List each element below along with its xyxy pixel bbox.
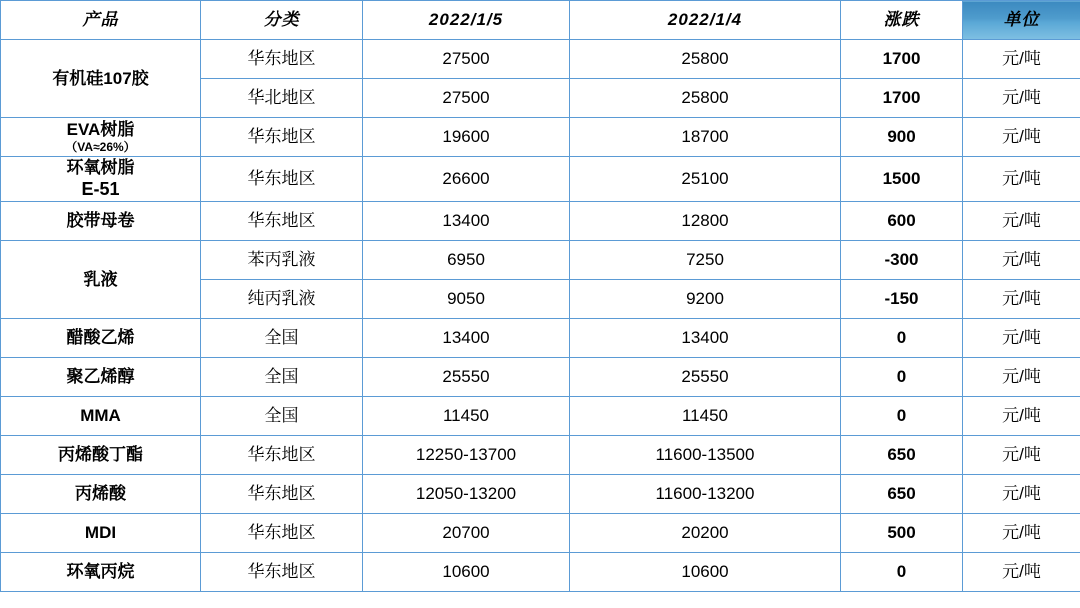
product-cell [1, 357, 201, 396]
change-cell: 650 [841, 435, 963, 474]
product-name: MMA [80, 406, 121, 426]
product-subtitle: E-51 [81, 179, 120, 200]
table-row [1, 513, 1080, 552]
product-name: 丙烯酸 [75, 484, 126, 504]
table-row [1, 552, 1080, 591]
price-current-cell: 19600 [363, 118, 570, 157]
unit-cell: 元/吨 [963, 474, 1080, 513]
change-cell: 1700 [841, 79, 963, 118]
change-cell: 1500 [841, 157, 963, 202]
product-cell [1, 318, 201, 357]
product-name: 乳液 [83, 269, 118, 289]
price-previous-cell: 11600-13200 [570, 474, 841, 513]
price-current-cell: 13400 [363, 201, 570, 240]
category-cell: 华东地区 [201, 513, 363, 552]
table-row [1, 474, 1080, 513]
change-cell: 1700 [841, 40, 963, 79]
table-row [1, 240, 1080, 279]
product-cell [1, 157, 201, 202]
product-cell [1, 201, 201, 240]
change-cell: 0 [841, 357, 963, 396]
price-previous-cell: 25100 [570, 157, 841, 202]
header-unit: 单位 [963, 1, 1080, 40]
price-previous-cell: 11600-13500 [570, 435, 841, 474]
table-row [1, 318, 1080, 357]
price-previous-cell: 12800 [570, 201, 841, 240]
table-row [1, 357, 1080, 396]
unit-cell: 元/吨 [963, 318, 1080, 357]
price-previous-cell: 9200 [570, 279, 841, 318]
category-cell: 华东地区 [201, 157, 363, 202]
price-current-cell: 25550 [363, 357, 570, 396]
change-cell: -300 [841, 240, 963, 279]
product-name: 丙烯酸丁酯 [58, 445, 143, 465]
price-previous-cell: 10600 [570, 552, 841, 591]
product-name: MDI [84, 523, 117, 543]
price-current-cell: 20700 [363, 513, 570, 552]
product-name: 环氧丙烷 [66, 562, 135, 582]
change-cell: 650 [841, 474, 963, 513]
unit-cell: 元/吨 [963, 157, 1080, 202]
product-cell [1, 396, 201, 435]
product-cell [1, 474, 201, 513]
price-current-cell: 11450 [363, 396, 570, 435]
unit-cell: 元/吨 [963, 435, 1080, 474]
table-body [1, 40, 1080, 592]
category-cell: 华北地区 [201, 79, 363, 118]
unit-cell: 元/吨 [963, 40, 1080, 79]
category-cell: 华东地区 [201, 474, 363, 513]
table-header [1, 1, 1080, 40]
header-category: 分类 [201, 1, 363, 40]
change-cell: 900 [841, 118, 963, 157]
price-previous-cell: 11450 [570, 396, 841, 435]
category-cell: 纯丙乳液 [201, 279, 363, 318]
product-cell [1, 40, 201, 118]
table-row [1, 118, 1080, 157]
table-row [1, 201, 1080, 240]
table-row [1, 157, 1080, 202]
price-previous-cell: 7250 [570, 240, 841, 279]
category-cell: 全国 [201, 318, 363, 357]
category-cell: 华东地区 [201, 118, 363, 157]
category-cell: 华东地区 [201, 552, 363, 591]
price-current-cell: 13400 [363, 318, 570, 357]
category-cell: 华东地区 [201, 435, 363, 474]
change-cell: 500 [841, 513, 963, 552]
price-previous-cell: 18700 [570, 118, 841, 157]
table-row [1, 435, 1080, 474]
table-header-row [1, 1, 1080, 40]
category-cell: 华东地区 [201, 40, 363, 79]
product-name: 胶带母卷 [66, 211, 135, 231]
product-name: 醋酸乙烯 [66, 328, 135, 348]
unit-cell: 元/吨 [963, 279, 1080, 318]
change-cell: 0 [841, 396, 963, 435]
price-current-cell: 9050 [363, 279, 570, 318]
unit-cell: 元/吨 [963, 240, 1080, 279]
change-cell: 600 [841, 201, 963, 240]
category-cell: 全国 [201, 357, 363, 396]
table-row [1, 40, 1080, 79]
price-previous-cell: 13400 [570, 318, 841, 357]
unit-cell: 元/吨 [963, 552, 1080, 591]
header-date-previous: 2022/1/4 [570, 1, 841, 40]
price-previous-cell: 20200 [570, 513, 841, 552]
unit-cell: 元/吨 [963, 396, 1080, 435]
category-cell: 全国 [201, 396, 363, 435]
header-change: 涨跌 [841, 1, 963, 40]
product-name: 环氧树脂 [66, 158, 135, 177]
price-current-cell: 10600 [363, 552, 570, 591]
product-cell [1, 435, 201, 474]
unit-cell: 元/吨 [963, 79, 1080, 118]
price-current-cell: 12250-13700 [363, 435, 570, 474]
category-cell: 华东地区 [201, 201, 363, 240]
change-cell: -150 [841, 279, 963, 318]
price-current-cell: 27500 [363, 79, 570, 118]
price-previous-cell: 25800 [570, 79, 841, 118]
change-cell: 0 [841, 552, 963, 591]
product-name: 聚乙烯醇 [66, 367, 135, 387]
product-cell [1, 118, 201, 157]
table-row [1, 396, 1080, 435]
unit-cell: 元/吨 [963, 513, 1080, 552]
product-subtitle: （VA≈26%） [65, 140, 136, 155]
unit-cell: 元/吨 [963, 118, 1080, 157]
change-cell: 0 [841, 318, 963, 357]
price-current-cell: 6950 [363, 240, 570, 279]
product-name: 有机硅107胶 [52, 68, 149, 88]
price-current-cell: 26600 [363, 157, 570, 202]
header-product: 产品 [1, 1, 201, 40]
unit-cell: 元/吨 [963, 357, 1080, 396]
product-cell [1, 513, 201, 552]
unit-cell: 元/吨 [963, 201, 1080, 240]
price-previous-cell: 25550 [570, 357, 841, 396]
price-current-cell: 27500 [363, 40, 570, 79]
product-cell [1, 240, 201, 318]
category-cell: 苯丙乳液 [201, 240, 363, 279]
header-date-current: 2022/1/5 [363, 1, 570, 40]
price-previous-cell: 25800 [570, 40, 841, 79]
product-cell [1, 552, 201, 591]
price-current-cell: 12050-13200 [363, 474, 570, 513]
product-name: EVA树脂 [66, 119, 135, 139]
